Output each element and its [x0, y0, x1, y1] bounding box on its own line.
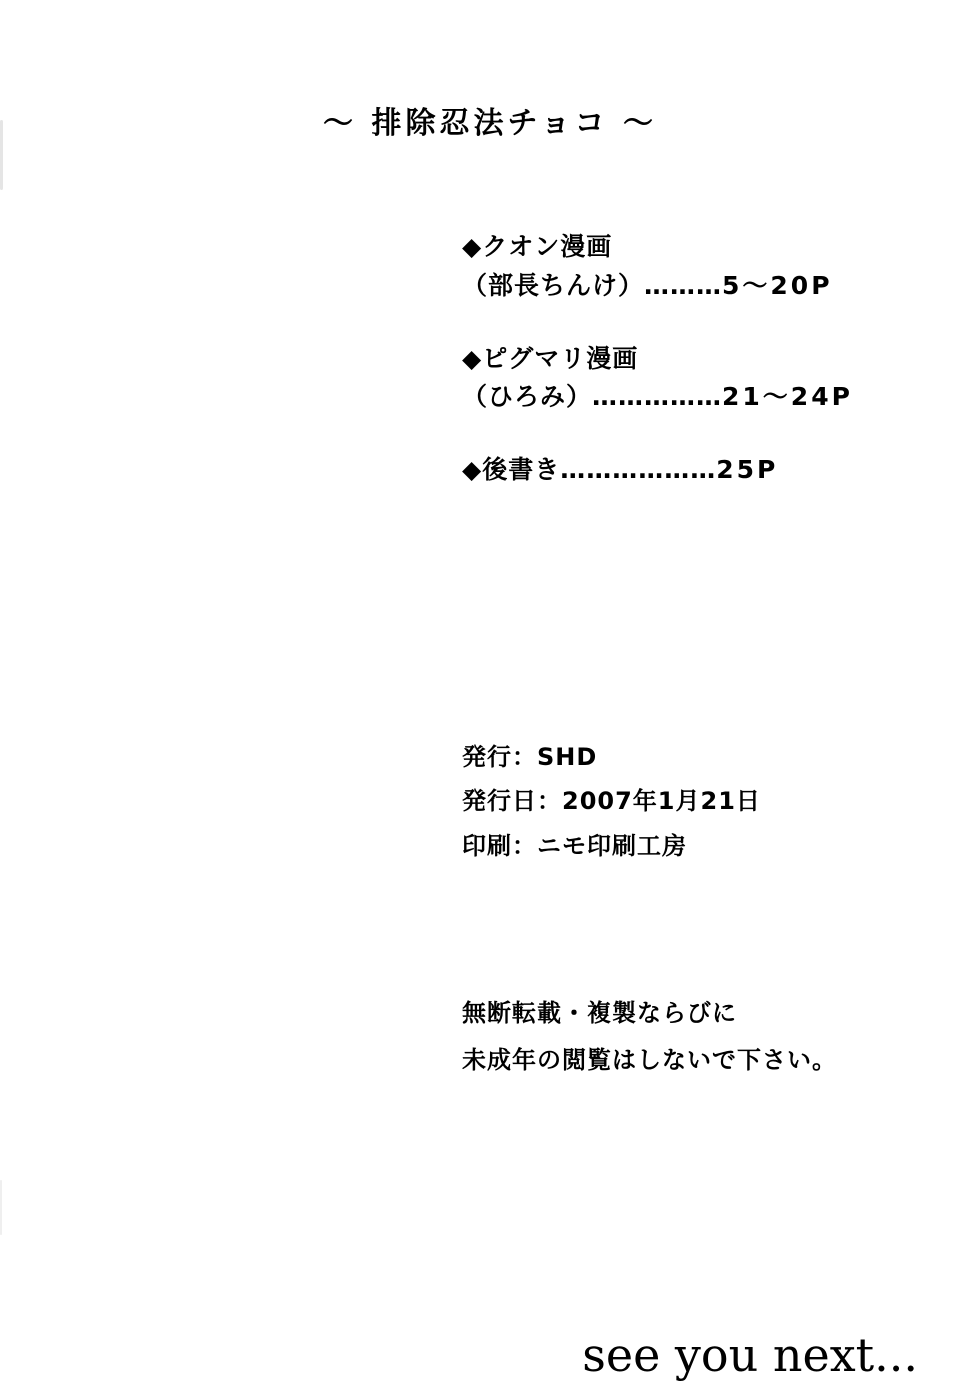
toc-entry — [462, 228, 932, 306]
toc-entry-heading: ◆ピグマリ漫画 — [462, 343, 639, 373]
colophon-printer: 印刷：ニモ印刷工房 — [462, 831, 687, 860]
toc-entry-pages: 5〜20P — [722, 270, 833, 300]
toc-entry-subject: （部長ちんけ） — [462, 270, 645, 300]
toc-entry — [462, 451, 932, 489]
toc-entry-pages: 25P — [716, 455, 779, 484]
toc-entry — [462, 340, 932, 418]
colophon — [462, 735, 932, 868]
toc-entry-pages: 21〜24P — [722, 382, 853, 411]
toc-entry-detail — [462, 266, 932, 306]
colophon-date: 発行日：2007年1月21日 — [462, 787, 761, 816]
colophon-publisher: 発行：SHD — [462, 743, 598, 771]
toc-entry-dots: ……… — [644, 270, 723, 300]
toc-entry-heading: ◆クオン漫画 — [462, 232, 613, 261]
toc-entry-detail — [462, 377, 932, 417]
toc-entry-heading: ◆後書き — [462, 455, 561, 484]
page-title: 〜 排除忍法チョコ 〜 — [323, 106, 657, 141]
legal-notice-line-1: 無断転載・複製ならびに — [462, 999, 737, 1027]
toc-entry-dots: …………… — [592, 382, 723, 411]
toc-entry-dots: ……………… — [560, 455, 717, 484]
table-of-contents — [462, 228, 932, 523]
legal-notice — [462, 990, 942, 1084]
toc-entry-subject: （ひろみ） — [462, 382, 593, 411]
legal-notice-line-2: 未成年の閲覧はしないで下さい。 — [462, 1045, 837, 1074]
see-you-next-text: see you next... — [582, 1328, 918, 1382]
toc-entry-detail — [462, 451, 932, 489]
scan-artifact — [0, 1180, 2, 1235]
